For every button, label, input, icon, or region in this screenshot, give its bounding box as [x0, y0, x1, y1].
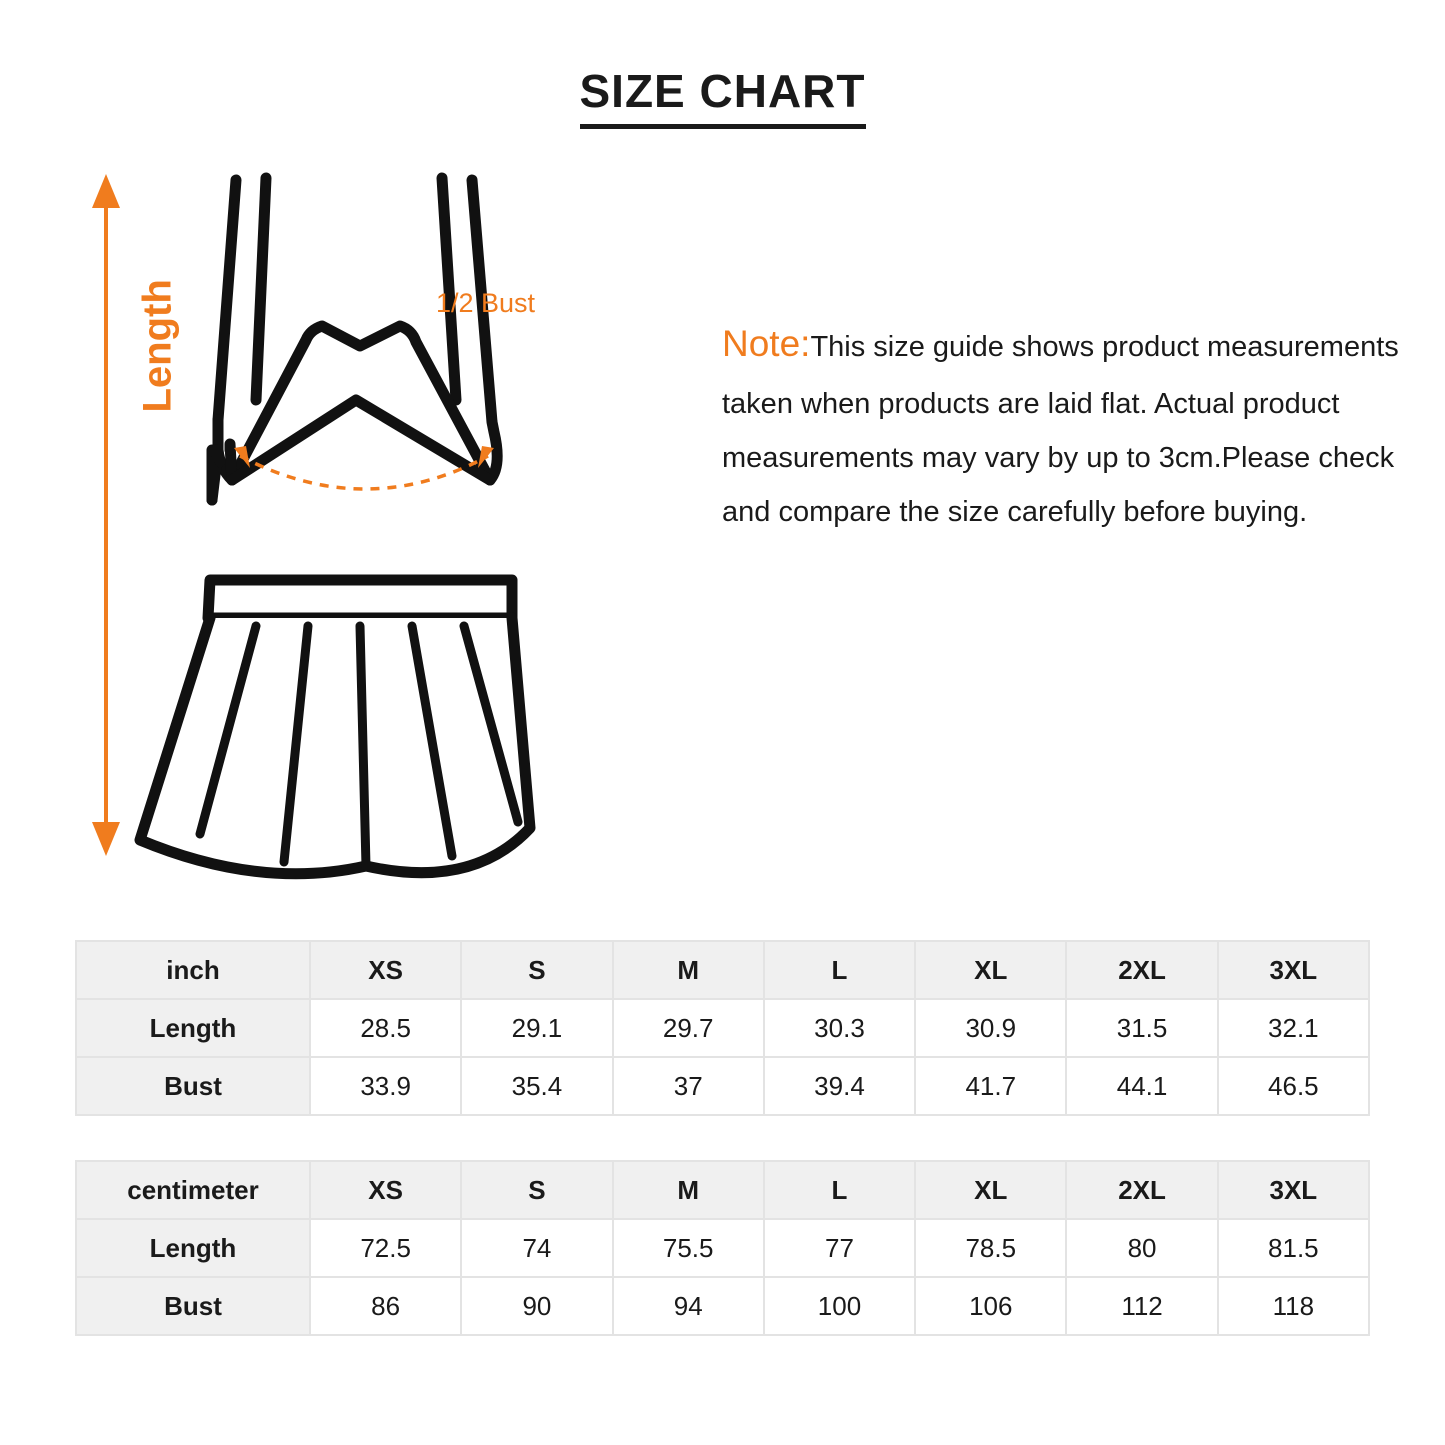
length-dimension-label: Length [135, 279, 180, 413]
value-cell: 37 [613, 1057, 764, 1115]
value-cell: 28.5 [310, 999, 461, 1057]
length-arrow-head-bottom [92, 822, 120, 856]
column-header-cell: XL [915, 941, 1066, 999]
value-cell: 35.4 [461, 1057, 612, 1115]
value-cell: 72.5 [310, 1219, 461, 1277]
row-header-cell: Length [76, 1219, 310, 1277]
column-header-cell: XS [310, 1161, 461, 1219]
value-cell: 41.7 [915, 1057, 1066, 1115]
bust-dimension-label: 1/2 Bust [436, 288, 536, 318]
column-header-cell: S [461, 941, 612, 999]
table-row [76, 941, 1369, 999]
value-cell: 94 [613, 1277, 764, 1335]
size-table-centimeter [75, 1160, 1370, 1336]
value-cell: 118 [1218, 1277, 1369, 1335]
unit-header-cell: centimeter [76, 1161, 310, 1219]
value-cell: 33.9 [310, 1057, 461, 1115]
length-arrow-head-top [92, 174, 120, 208]
value-cell: 29.7 [613, 999, 764, 1057]
column-header-cell: L [764, 941, 915, 999]
garment-diagram [60, 150, 700, 890]
page-title-container [0, 64, 1445, 129]
column-header-cell: XS [310, 941, 461, 999]
value-cell: 29.1 [461, 999, 612, 1057]
note-heading: Note: [722, 323, 811, 364]
value-cell: 75.5 [613, 1219, 764, 1277]
table-row [76, 999, 1369, 1057]
column-header-cell: 3XL [1218, 941, 1369, 999]
value-cell: 112 [1066, 1277, 1217, 1335]
value-cell: 44.1 [1066, 1057, 1217, 1115]
dress-illustration [60, 150, 700, 890]
value-cell: 90 [461, 1277, 612, 1335]
column-header-cell: L [764, 1161, 915, 1219]
column-header-cell: S [461, 1161, 612, 1219]
value-cell: 81.5 [1218, 1219, 1369, 1277]
value-cell: 39.4 [764, 1057, 915, 1115]
value-cell: 30.3 [764, 999, 915, 1057]
row-header-cell: Bust [76, 1057, 310, 1115]
value-cell: 30.9 [915, 999, 1066, 1057]
note-block [722, 310, 1402, 539]
column-header-cell: 2XL [1066, 1161, 1217, 1219]
value-cell: 74 [461, 1219, 612, 1277]
dress-outline-icon [140, 178, 530, 874]
row-header-cell: Length [76, 999, 310, 1057]
table-row [76, 1219, 1369, 1277]
unit-header-cell: inch [76, 941, 310, 999]
column-header-cell: 2XL [1066, 941, 1217, 999]
value-cell: 80 [1066, 1219, 1217, 1277]
value-cell: 31.5 [1066, 999, 1217, 1057]
column-header-cell: M [613, 1161, 764, 1219]
size-table-inch-grid [75, 940, 1370, 1116]
value-cell: 106 [915, 1277, 1066, 1335]
size-table-centimeter-grid [75, 1160, 1370, 1336]
value-cell: 100 [764, 1277, 915, 1335]
table-row [76, 1057, 1369, 1115]
table-row [76, 1277, 1369, 1335]
column-header-cell: M [613, 941, 764, 999]
value-cell: 32.1 [1218, 999, 1369, 1057]
table-row [76, 1161, 1369, 1219]
column-header-cell: XL [915, 1161, 1066, 1219]
size-table-inch [75, 940, 1370, 1116]
value-cell: 78.5 [915, 1219, 1066, 1277]
value-cell: 86 [310, 1277, 461, 1335]
value-cell: 77 [764, 1219, 915, 1277]
page-title: SIZE CHART [580, 64, 866, 129]
value-cell: 46.5 [1218, 1057, 1369, 1115]
note-text: This size guide shows product measurements taken when products are laid flat. Actual product measurements may vary by up to 3cm.Please check and compare the size carefully before buying. [722, 331, 1399, 528]
column-header-cell: 3XL [1218, 1161, 1369, 1219]
row-header-cell: Bust [76, 1277, 310, 1335]
